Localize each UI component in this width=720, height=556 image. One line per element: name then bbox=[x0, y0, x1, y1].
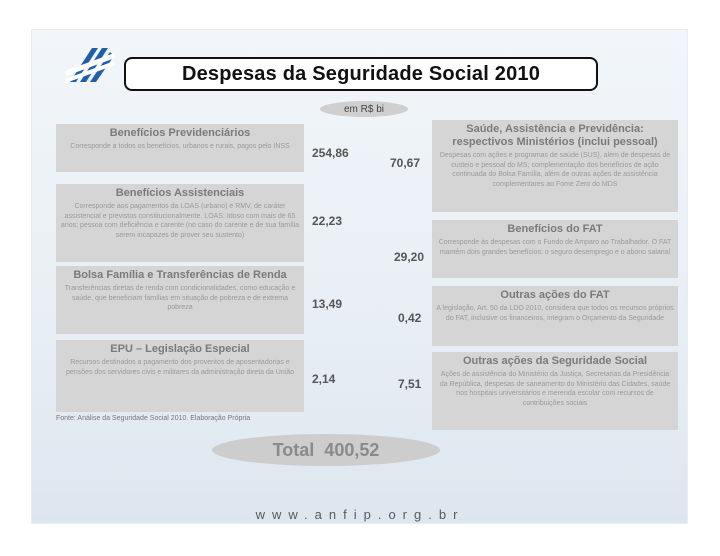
card-description: Corresponde aos pagamentos da LOAS (urbano) e RMV, de caráter assistencial e previstos constitucionalmente. LOAS: Idoso com mais de 65 anos; pessoa com deficiência e carente (no caso do carente e de sua família serem incapazes de prover seu sustento) bbox=[60, 203, 300, 239]
value-outras-acoes-fat: 0,42 bbox=[398, 311, 422, 325]
card-description: Ações de assistência do Ministério da Justiça, Secretarias da Presidência da República, despesas de saneamento do Ministério das Cidades, saúde nos hospitais universitários e merenda escolar com recursos de contribuições sociais bbox=[439, 371, 671, 407]
card-title: EPU – Legislação Especial bbox=[110, 343, 250, 355]
value-bolsa-familia: 13,49 bbox=[312, 297, 343, 311]
card-bolsa-familia bbox=[56, 266, 304, 334]
card-beneficios-assistenciais bbox=[56, 184, 304, 262]
card-title: Benefícios Assistenciais bbox=[115, 187, 245, 199]
value-saude-assistencia-previdencia: 70,67 bbox=[390, 156, 421, 170]
unit-label: em R$ bi bbox=[320, 101, 408, 117]
card-title: Outras ações da Seguridade Social bbox=[462, 355, 647, 367]
card-description: Corresponde a todos os benefícios, urbanos e rurais, pagos pelo INSS bbox=[70, 143, 290, 150]
anfip-logo-icon bbox=[62, 42, 118, 88]
card-outras-acoes-fat bbox=[432, 286, 678, 346]
card-description: Transferências diretas de renda com condicionalidades, como educação e saúde, que beneficiam famílias em situação de pobreza e de extrema pobreza bbox=[64, 285, 296, 311]
total-ellipse bbox=[212, 434, 440, 466]
title-box bbox=[124, 57, 598, 91]
value-outras-acoes-seguridade: 7,51 bbox=[398, 377, 422, 391]
card-epu-legislacao-especial bbox=[56, 340, 304, 412]
source-note: Fonte: Análise da Seguridade Social 2010. Elaboração Própria bbox=[56, 415, 251, 422]
page-title: Despesas da Seguridade Social 2010 bbox=[181, 62, 541, 85]
value-beneficios-assistenciais: 22,23 bbox=[312, 214, 343, 228]
card-description: Despesas com ações e programas de saúde (SUS), além de despesas de custeio e pessoal do MS; complementação dos benefícios de ação continuada do Bolsa Família, além de outras ações de assistência complementares ao Fome Zero do MDS bbox=[439, 152, 671, 188]
card-title: Bolsa Família e Transferências de Renda bbox=[73, 269, 287, 281]
card-saude-assistencia-previdencia bbox=[432, 120, 678, 212]
card-outras-acoes-seguridade bbox=[432, 352, 678, 430]
total-value: Total 400,52 bbox=[272, 439, 380, 460]
card-beneficios-fat bbox=[432, 220, 678, 278]
card-beneficios-previdenciarios bbox=[56, 124, 304, 172]
card-title: Benefícios do FAT bbox=[507, 223, 603, 235]
card-title: Saúde, Assistência e Previdência: respectivos Ministérios (inclui pessoal) bbox=[452, 123, 658, 148]
card-description: A legislação, Art. 50 da LDO 2010, considera que todos os recursos próprios do FAT, inclusive os financeiros, integram o Orçamento da Seguridade bbox=[436, 305, 674, 322]
value-epu-legislacao-especial: 2,14 bbox=[312, 372, 336, 386]
website-footer: www.anfip.org.br bbox=[255, 507, 465, 522]
card-title: Outras ações do FAT bbox=[500, 289, 610, 301]
card-description: Corresponde às despesas com o Fundo de Amparo ao Trabalhador. O FAT mantém dois grandes benefícios: o seguro desemprego e o abono salarial bbox=[438, 239, 672, 256]
value-beneficios-fat: 29,20 bbox=[394, 250, 425, 264]
card-description: Recursos destinados a pagamento dos proventos de aposentadorias e pensões dos servidores civis e militares da administração direta da União bbox=[66, 359, 294, 376]
card-title: Benefícios Previdenciários bbox=[109, 127, 251, 139]
value-beneficios-previdenciarios: 254,86 bbox=[312, 146, 349, 160]
